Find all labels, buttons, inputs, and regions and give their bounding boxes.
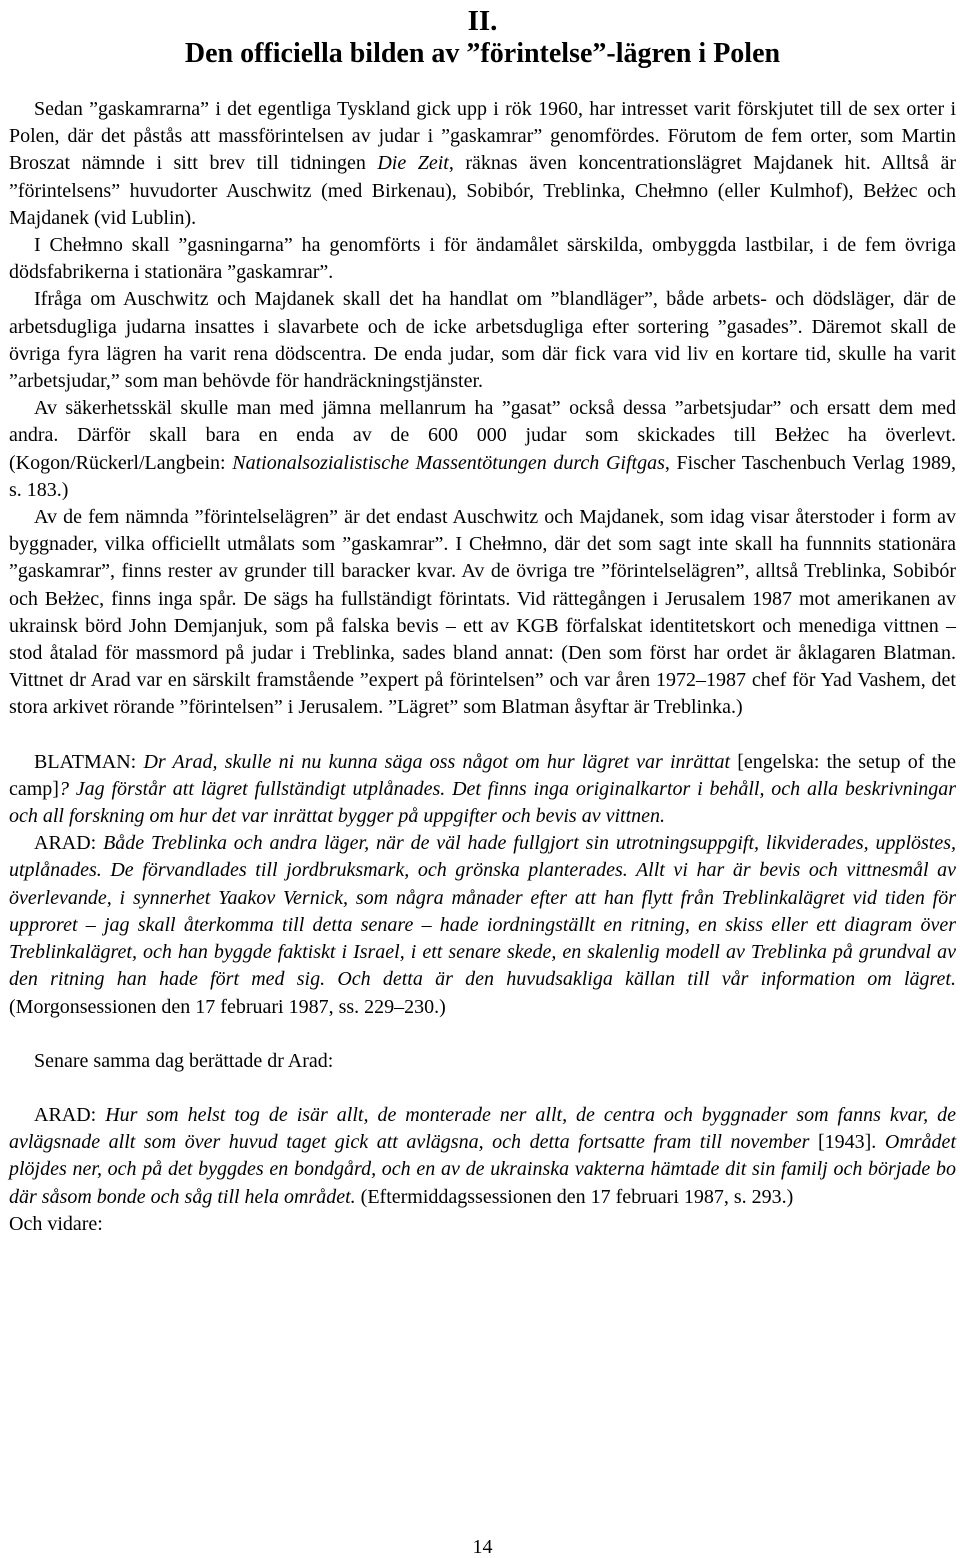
document-page [9,0,956,1558]
paragraph-intro: Sedan ”gaskamrarna” i det egentliga Tyskland gick upp i rök 1960, har intresset varit förskjutet till de sex orter i Polen, där det påstås att massförintelsen av judar i ”gaskamrar” genomfördes. Förutom de fem orter, som Martin Broszat nämnde i sitt brev till tidningen Die Zeit, räknas även koncentrationslägret Majdanek hit. Alltså är ”förintelsens” huvudorter Auschwitz (med Birkenau), Sobibór, Treblinka, Chełmno (eller Kulmhof), Bełżec och Majdanek (vid Lublin). [9,98,956,229]
body-text [9,96,956,1238]
paragraph-demjanjuk: Av de fem nämnda ”förintelselägren” är det endast Auschwitz och Majdanek, som idag visar återstoder i form av byggnader, vilka officiellt utmålats som ”gaskamrar”. I Chełmno, där det som sagt inte skall ha funnnits stationära ”gaskamrar”, finns rester av grunder till baracker kvar. Av de övriga tre ”förintelselägren”, alltså Treblinka, Sobibór och Bełżec, finns inga spår. De sägs ha fullständigt förintats. Vid rättegången i Jerusalem 1987 mot amerikanen av ukrainsk börd John Demjanjuk, som på falska bevis – ett av KGB förfalskat identitetskort och menediga vittnen – stod åtalad för massmord på judar i Treblinka, sades bland annat: (Den som först har ordet är åklagaren Blatman. Vittnet dr Arad var en särskilt framstående ”expert på förintelsen” och var åren 1972–1987 chef för Yad Vashem, det stora arkivet rörande ”förintelsen” i Jerusalem. ”Lägret” som Blatman åsyftar är Treblinka.) [9,506,956,719]
paragraph-och-vidare: Och vidare: [9,1212,103,1235]
quote-arad-1: ARAD: Både Treblinka och andra läger, när de väl hade fullgjort sin utrotningsuppgift, likviderades, upplöstes, utplånades. De förvandlades till jordbruksmark, och grönska planterades. Allt vi har är bevis och vittnesmål av överlevande, i synnerhet Yaakov Vernick, som några månader efter att han flytt från Treblinkalägret vid tiden för upproret – jag skall återkomma till detta senare – hade iordningställt en ritning, en skiss eller ett diagram över Treblinkalägret, och han byggde faktiskt i Israel, i ett senare skede, en skalenlig modell av Treblinka på grundval av den ritning han hade fört med sig. Och detta är den huvudsakliga källan till vår information om lägret. (Morgonsessionen den 17 februari 1987, ss. 229–230.) [9,832,956,1018]
chapter-number: II. [467,5,498,37]
paragraph-blandlager: Ifråga om Auschwitz och Majdanek skall det ha handlat om ”blandläger”, både arbets- och dödsläger, där de arbetsdugliga judarna insattes i slavarbete och de icke arbetsdugliga efter sortering ”gasades”. Däremot skall de övriga fyra lägren ha varit rena dödscentra. De enda judar, som där fick vara vid liv en kortare tid, skulle ha varit ”arbetsjudar,” som man behövde för handräckningstjänster. [9,288,956,393]
quote-arad-2: ARAD: Hur som helst tog de isär allt, de monterade ner allt, de centra och byggnader som fanns kvar, de avlägsnade allt som över huvud taget gick att avlägsna, och detta fortsatte fram till november [1943]. Området plöjdes ner, och på det byggdes en bondgård, och en av de ukrainska vakterna hämtade dit sin familj och började bo där såsom bonde och såg till hela området. (Eftermiddagssessionen den 17 februari 1987, s. 293.) [9,1103,956,1208]
page-number: 14 [472,1536,493,1558]
paragraph-chelmno: I Chełmno skall ”gasningarna” ha genomförts i för ändamålet särskilda, ombyggda lastbilar, i de fem övriga dödsfabrikerna i stationära ”gaskamrar”. [9,234,956,284]
quote-blatman: BLATMAN: Dr Arad, skulle ni nu kunna säga oss något om hur lägret var inrättat [engelska: the setup of the camp]? Jag förstår att lägret fullständigt utplånades. Det finns inga originalkartor i behåll, och alla beskrivningar och all forskning om hur det var inrättat bygger på uppgifter och bevis av vittnen. [9,750,956,828]
paragraph-senare: Senare samma dag berättade dr Arad: [34,1049,334,1072]
chapter-title: Den officiella bilden av ”förintelse”-lägren i Polen [184,38,781,69]
paragraph-arbetsjudar: Av säkerhetsskäl skulle man med jämna mellanrum ha ”gasat” också dessa ”arbetsjudar” och ersatt dem med andra. Därför skall bara en enda av de 600 000 judar som skickades till Bełżec ha överlevt. (Kogon/Rückerl/Langbein: Nationalsozialistische Massentötungen durch Giftgas, Fischer Taschenbuch Verlag 1989, s. 183.) [9,397,956,501]
